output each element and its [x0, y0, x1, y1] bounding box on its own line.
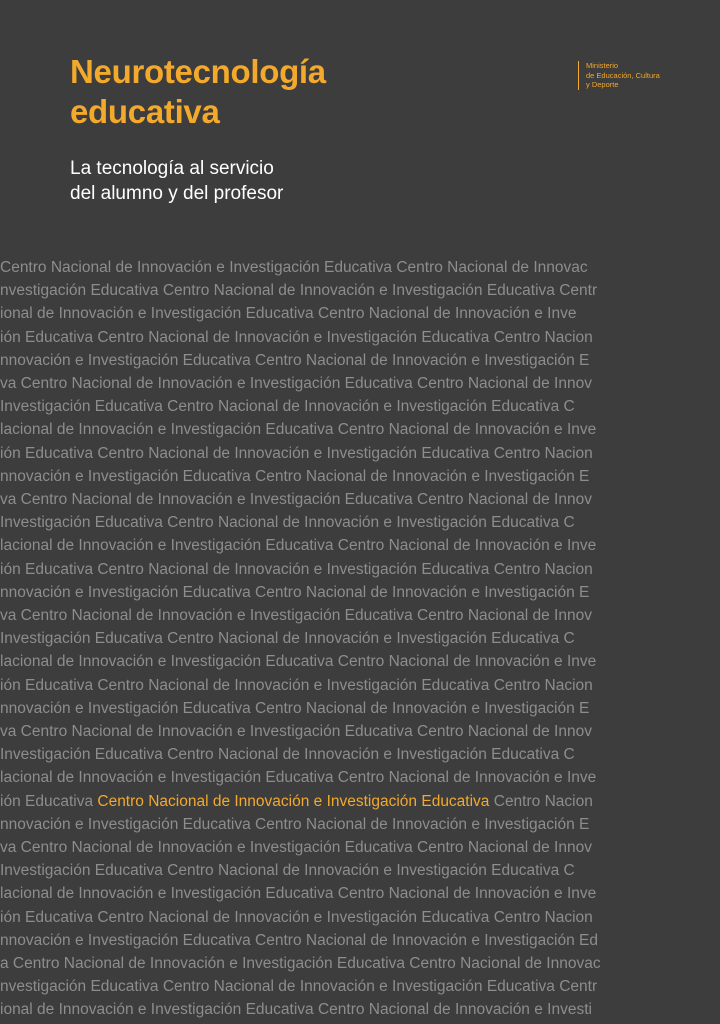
pattern-segment: Centro Nacion [489, 792, 593, 810]
pattern-line: nnovación e Investigación Educativa Centro Nacional de Innovación e Investigación E [0, 699, 590, 717]
pattern-line: lacional de Innovación e Investigación Educativa Centro Nacional de Innovación e Inve [0, 769, 597, 787]
pattern-line: nnovación e Investigación Educativa Centro Nacional de Innovación e Investigación E [0, 351, 590, 369]
pattern-line: lacional de Innovación e Investigación Educativa Centro Nacional de Innovación e Inve [0, 885, 597, 903]
pattern-line: ión Educativa Centro Nacional de Innovación e Investigación Educativa Centro Nacion [0, 676, 593, 694]
pattern-line: nvestigación Educativa Centro Nacional de Innovación e Investigación Educativa Centr [0, 978, 598, 996]
pattern-line: nnovación e Investigación Educativa Centro Nacional de Innovación e Investigación E [0, 467, 590, 485]
ministry-line-2: de Educación, Cultura [586, 70, 660, 80]
text-pattern-background [0, 256, 720, 1024]
pattern-line: nnovación e Investigación Educativa Centro Nacional de Innovación e Investigación E [0, 815, 590, 833]
pattern-line: ional de Innovación e Investigación Educativa Centro Nacional de Innovación e Investi [0, 1001, 592, 1019]
cover-title-line-2: educativa [70, 93, 220, 130]
ministry-logo [578, 61, 660, 90]
cover-title [70, 52, 326, 132]
pattern-line: ión Educativa Centro Nacional de Innovación e Investigación Educativa Centro Nacion [0, 328, 593, 346]
cover-subtitle [70, 156, 283, 206]
pattern-line: Investigación Educativa Centro Nacional de Innovación e Investigación Educativa C [0, 630, 575, 648]
pattern-line: ional de Innovación e Investigación Educativa Centro Nacional de Innovación e Inve [0, 305, 577, 323]
cover-subtitle-line-1: La tecnología al servicio [70, 158, 274, 179]
pattern-line: ión Educativa Centro Nacional de Innovación e Investigación Educativa Centro Nacion [0, 560, 593, 578]
pattern-line: Investigación Educativa Centro Nacional de Innovación e Investigación Educativa C [0, 862, 575, 880]
pattern-line: va Centro Nacional de Innovación e Investigación Educativa Centro Nacional de Innov [0, 839, 592, 856]
pattern-line: lacional de Innovación e Investigación Educativa Centro Nacional de Innovación e Inve [0, 421, 597, 439]
pattern-line: a Centro Nacional de Innovación e Investigación Educativa Centro Nacional de Innovac [0, 955, 601, 972]
pattern-line: Centro Nacional de Innovación e Investigación Educativa Centro Nacional de Innovac [0, 259, 588, 276]
pattern-line: Investigación Educativa Centro Nacional de Innovación e Investigación Educativa C [0, 398, 575, 416]
pattern-line: va Centro Nacional de Innovación e Investigación Educativa Centro Nacional de Innov [0, 375, 592, 392]
pattern-line: Investigación Educativa Centro Nacional de Innovación e Investigación Educativa C [0, 514, 575, 532]
pattern-line: lacional de Innovación e Investigación Educativa Centro Nacional de Innovación e Inve [0, 653, 597, 671]
pattern-segment: ión Educativa [0, 792, 98, 810]
pattern-line: ión Educativa Centro Nacional de Innovación e Investigación Educativa Centro Nacion [0, 908, 593, 926]
cover-subtitle-line-2: del alumno y del profesor [70, 183, 284, 204]
pattern-line: nnovación e Investigación Educativa Centro Nacional de Innovación e Investigación Ed [0, 931, 598, 949]
pattern-line [0, 790, 593, 813]
pattern-line: va Centro Nacional de Innovación e Investigación Educativa Centro Nacional de Innov [0, 491, 592, 508]
pattern-line: lacional de Innovación e Investigación Educativa Centro Nacional de Innovación e Inve [0, 537, 597, 555]
pattern-highlight: Centro Nacional de Innovación e Investigación Educativa [97, 792, 490, 810]
pattern-line: nvestigación Educativa Centro Nacional de Innovación e Investigación Educativa Centr [0, 282, 598, 300]
pattern-line: Investigación Educativa Centro Nacional de Innovación e Investigación Educativa C [0, 746, 575, 764]
pattern-line: ión Educativa Centro Nacional de Innovación e Investigación Educativa Centro Nacion [0, 444, 593, 462]
ministry-line-1: Ministerio [586, 61, 619, 70]
pattern-line: va Centro Nacional de Innovación e Investigación Educativa Centro Nacional de Innov [0, 607, 592, 624]
cover-title-line-1: Neurotecnología [70, 53, 326, 90]
ministry-line-3: y Deporte [586, 80, 619, 89]
pattern-line: va Centro Nacional de Innovación e Investigación Educativa Centro Nacional de Innov [0, 723, 592, 740]
pattern-line: nnovación e Investigación Educativa Centro Nacional de Innovación e Investigación E [0, 583, 590, 601]
